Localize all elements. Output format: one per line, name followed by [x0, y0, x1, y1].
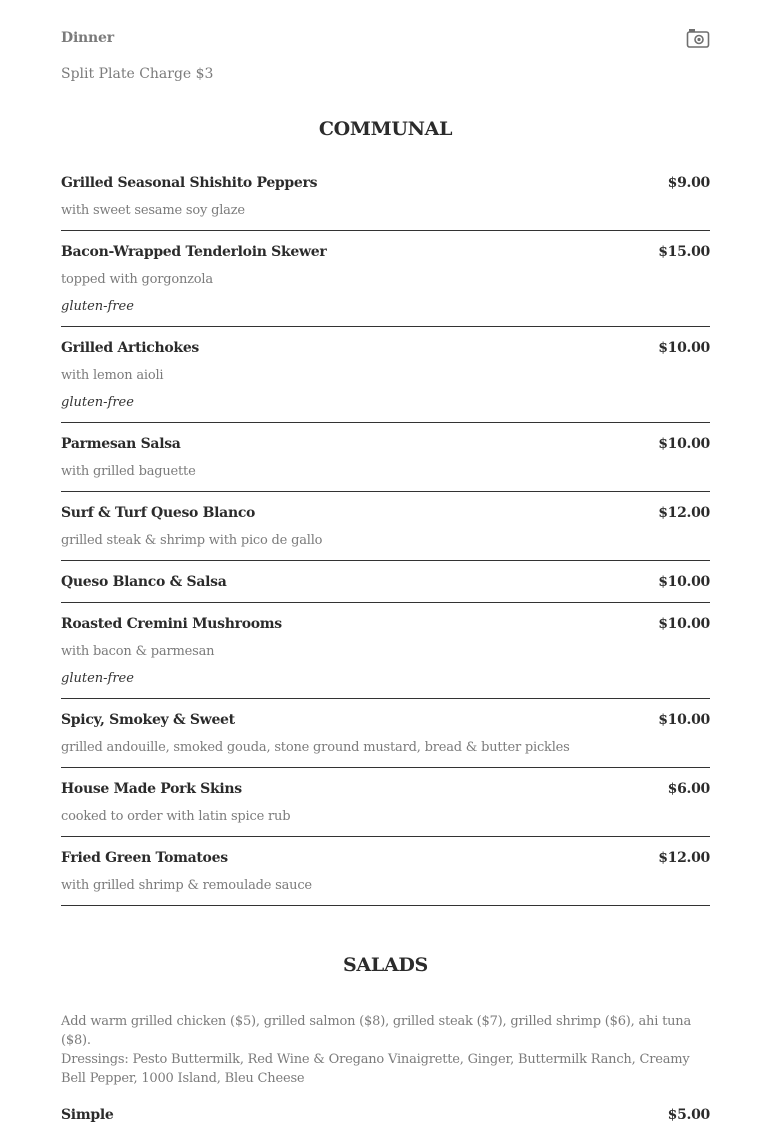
item-price: $12.00: [658, 505, 710, 521]
item-description: cooked to order with latin spice rub: [61, 809, 291, 824]
menu-item: [61, 603, 710, 699]
item-price: $10.00: [658, 616, 710, 632]
item-description: with grilled shrimp & remoulade sauce: [61, 878, 312, 893]
dietary-tag: gluten-free: [61, 299, 134, 314]
item-description: with bacon & parmesan: [61, 644, 215, 659]
salads-addons: Add warm grilled chicken ($5), grilled salmon ($8), grilled steak ($7), grilled shrimp ($6), ahi tuna ($8).: [61, 1014, 692, 1048]
item-price: $5.00: [667, 1107, 710, 1123]
item-description: grilled steak & shrimp with pico de gallo: [61, 533, 323, 548]
communal-items: [61, 175, 710, 906]
menu-page: [61, 0, 710, 1123]
item-price: $10.00: [658, 712, 710, 728]
menu-item: [61, 423, 710, 492]
salads-note: [61, 1012, 710, 1088]
item-name: Roasted Cremini Mushrooms: [61, 616, 282, 632]
section-title-salads: SALADS: [343, 954, 428, 976]
menu-item: [61, 492, 710, 561]
section-title-communal: COMMUNAL: [318, 118, 453, 140]
item-description: grilled andouille, smoked gouda, stone ground mustard, bread & butter pickles: [61, 740, 570, 755]
item-name: Simple: [61, 1107, 114, 1123]
dietary-tag: gluten-free: [61, 395, 134, 410]
item-price: $10.00: [658, 574, 710, 590]
item-price: $6.00: [667, 781, 710, 797]
menu-name: Dinner: [61, 30, 114, 46]
item-price: $12.00: [658, 850, 710, 866]
menu-item: [61, 561, 710, 603]
menu-item: [61, 699, 710, 768]
salads-dressings: Dressings: Pesto Buttermilk, Red Wine & Oregano Vinaigrette, Ginger, Buttermilk Ranch, Creamy Bell Pepper, 1000 Island, Bleu Cheese: [61, 1052, 690, 1086]
menu-item: [61, 837, 710, 906]
item-name: House Made Pork Skins: [61, 781, 242, 797]
item-price: $10.00: [658, 340, 710, 356]
menu-item: [61, 231, 710, 327]
camera-icon[interactable]: [686, 27, 710, 49]
item-name: Grilled Artichokes: [61, 340, 200, 356]
item-name: Parmesan Salsa: [61, 436, 181, 452]
item-name: Surf & Turf Queso Blanco: [61, 505, 256, 521]
menu-item: [61, 327, 710, 423]
item-name: Spicy, Smokey & Sweet: [61, 712, 235, 728]
item-name: Queso Blanco & Salsa: [61, 574, 227, 590]
menu-header: [61, 0, 710, 80]
item-name: Bacon-Wrapped Tenderloin Skewer: [61, 244, 327, 260]
item-price: $15.00: [658, 244, 710, 260]
item-description: with sweet sesame soy glaze: [61, 203, 245, 218]
dietary-tag: gluten-free: [61, 671, 134, 686]
split-plate-charge: Split Plate Charge $3: [61, 66, 214, 82]
menu-item: [61, 1107, 710, 1123]
item-description: with lemon aioli: [61, 368, 164, 383]
item-description: topped with gorgonzola: [61, 272, 213, 287]
item-price: $10.00: [658, 436, 710, 452]
item-description: with grilled baguette: [61, 464, 196, 479]
item-name: Grilled Seasonal Shishito Peppers: [61, 175, 318, 191]
menu-item: [61, 768, 710, 837]
menu-item: [61, 175, 710, 231]
item-name: Fried Green Tomatoes: [61, 850, 228, 866]
item-price: $9.00: [667, 175, 710, 191]
